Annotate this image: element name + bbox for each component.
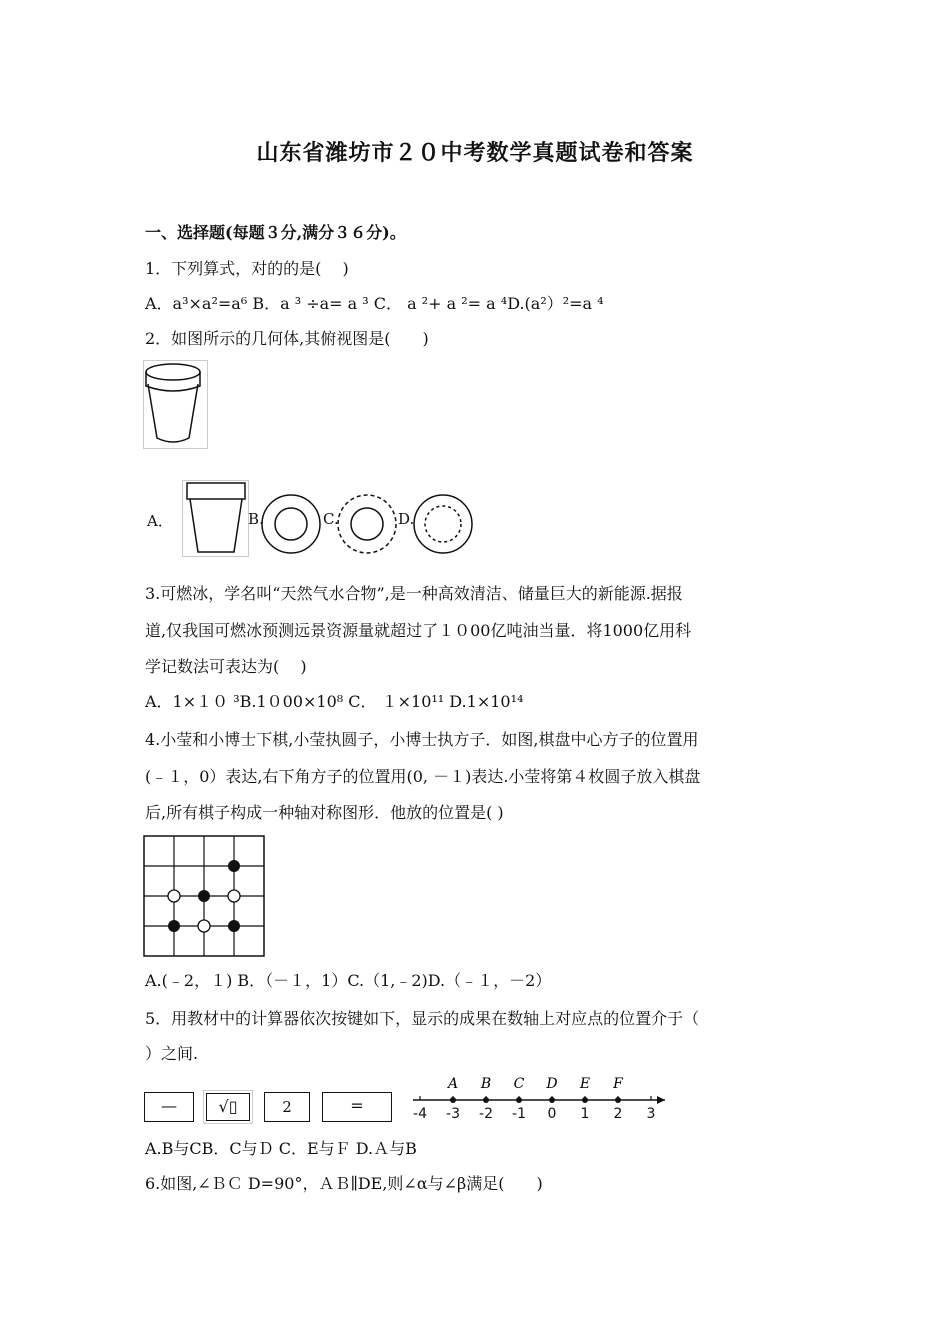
number-line-point (549, 1097, 555, 1103)
axis-tick-label: -3 (446, 1106, 460, 1122)
point-label: C (513, 1076, 525, 1092)
point-label: E (579, 1076, 591, 1092)
axis-tick-label: -2 (479, 1106, 493, 1122)
question-3-line-2: 道,仅我国可燃冰预测远景资源量就超过了１０00亿吨油当量．将1000亿用科 (145, 621, 692, 640)
option-a-figure (182, 480, 250, 558)
option-c-figure (334, 492, 400, 556)
option-b-figure (258, 492, 324, 556)
option-c-label: C. (323, 510, 339, 528)
number-line-point (582, 1097, 588, 1103)
black-piece (228, 860, 240, 872)
number-line-figure (405, 1074, 673, 1126)
question-5-line-2: ）之间. (145, 1044, 199, 1063)
page-title: 山东省潍坊市２０中考数学真题试卷和答案 (256, 140, 694, 166)
calculator-sqrt-key: √▯ (206, 1093, 250, 1121)
calculator-minus-key: — (144, 1092, 194, 1122)
calculator-sqrt-key-frame (203, 1090, 253, 1124)
point-label: F (613, 1076, 623, 1092)
question-3-line-1: 3.可燃冰，学名叫“天然气水合物”,是一种高效清洁、储量巨大的新能源.据报 (145, 584, 683, 603)
white-piece (198, 920, 210, 932)
calculator-two-key: 2 (264, 1092, 310, 1122)
question-4-options: A.(﹣2，１) B．（－１，1）C.（1,﹣2)D.（﹣１，－2） (145, 971, 552, 990)
white-piece (228, 890, 240, 902)
white-piece (168, 890, 180, 902)
number-line-point (516, 1097, 522, 1103)
axis-tick-label: -1 (512, 1106, 526, 1122)
black-piece (168, 920, 180, 932)
question-6-stem: 6.如图,∠ＢＣ D=90°，ＡＢ∥DE,则∠α与∠β满足( ) (145, 1174, 543, 1193)
question-2-stem: 2．如图所示的几何体,其俯视图是( ) (145, 329, 429, 348)
axis-tick-label: 3 (646, 1106, 656, 1122)
option-d-figure (410, 492, 476, 556)
point-label: D (546, 1076, 558, 1092)
number-line-point (615, 1097, 621, 1103)
number-line-point (483, 1097, 489, 1103)
calculator-equals-key: = (322, 1092, 392, 1122)
axis-tick-label: 0 (547, 1106, 557, 1122)
question-5-options: A.B与CB．C与Ｄ C．E与Ｆ D.Ａ与B (145, 1139, 417, 1158)
axis-tick-label: 2 (613, 1106, 623, 1122)
question-1-stem: 1．下列算式，对的的是( ) (145, 259, 349, 278)
question-3-line-3: 学记数法可表达为( ) (145, 657, 307, 676)
question-4-line-1: 4.小莹和小博士下棋,小莹执圆子，小博士执方子．如图,棋盘中心方子的位置用 (145, 730, 699, 749)
option-a-label: A． (147, 512, 173, 530)
question-1-options: A．a³×a²=a⁶ B．a ³ ÷a= a ³ C． a ²+ a ²= a ⁴D.(a²）²=a ⁴ (145, 294, 604, 313)
black-piece (198, 890, 210, 902)
option-b-label: B. (248, 510, 264, 528)
cup-figure (143, 360, 209, 450)
black-piece (228, 920, 240, 932)
question-4-line-2: (﹣１，0）表达,右下角方子的位置用(0, －１)表达.小莹将第４枚圆子放入棋盘 (145, 767, 701, 786)
question-5-line-1: 5．用教材中的计算器依次按键如下，显示的成果在数轴上对应点的位置介于（ (145, 1009, 700, 1028)
section-heading: 一、选择题(每题３分,满分３６分)。 (145, 223, 406, 242)
number-line-point (450, 1097, 456, 1103)
axis-tick-label: 1 (580, 1106, 590, 1122)
axis-tick-label: -4 (413, 1106, 427, 1122)
question-4-line-3: 后,所有棋子构成一种轴对称图形．他放的位置是( ) (145, 803, 504, 822)
chess-board-figure (143, 835, 267, 957)
option-d-label: D. (398, 510, 415, 528)
point-label: B (480, 1076, 492, 1092)
point-label: A (447, 1076, 459, 1092)
question-3-options: A．1×１０ ³B.1０00×10⁸ C． １×10¹¹ D.1×10¹⁴ (145, 692, 524, 711)
